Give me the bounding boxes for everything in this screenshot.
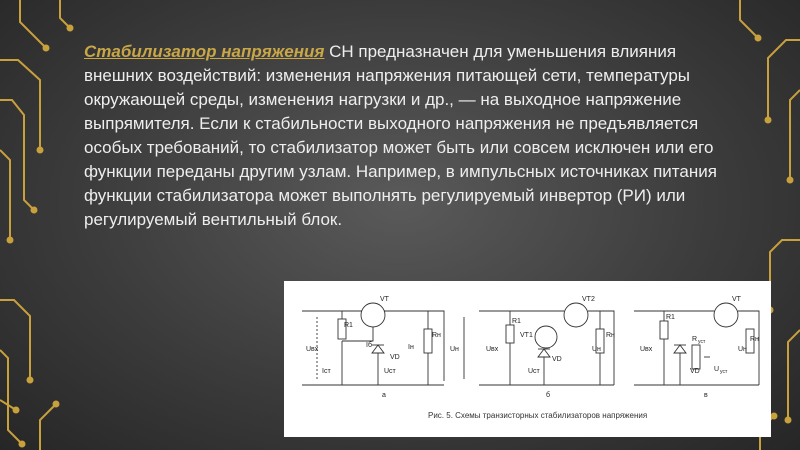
svg-text:Iб: Iб — [366, 342, 372, 349]
svg-text:в: в — [704, 392, 708, 399]
svg-text:Iн: Iн — [408, 344, 414, 351]
svg-text:Uн: Uн — [450, 346, 459, 353]
term-heading: Стабилизатор напряжения — [84, 42, 325, 61]
svg-text:Uст: Uст — [528, 368, 540, 375]
svg-text:Uн: Uн — [592, 346, 601, 353]
svg-text:Uвх: Uвх — [306, 346, 319, 353]
body-text: СН предназначен для уменьшения влияния внешних воздействий: изменения напряжения питающей сети, температуры окружающей среды, изменения нагрузки и др., — на выходное напряжение выпрямителя. Если к стабильности выходного напряжения не предъявляется особых требований, то стабилизатор может быть или совсем исключен или его функции переданы другим узлам. Например, в импульсных источниках питания функции стабилизатора может выполнять регулируемый инвертор (РИ) или регулируемый вентильный блок. — [84, 42, 717, 229]
svg-text:Uвх: Uвх — [640, 346, 653, 353]
svg-text:Rн: Rн — [606, 332, 615, 339]
svg-text:VT2: VT2 — [582, 296, 595, 303]
svg-text:VT1: VT1 — [520, 332, 533, 339]
svg-text:VD: VD — [552, 356, 562, 363]
svg-text:VT: VT — [732, 296, 741, 303]
svg-text:R1: R1 — [666, 314, 675, 321]
svg-text:U: U — [714, 366, 720, 373]
svg-text:R1: R1 — [512, 318, 521, 325]
svg-text:R1: R1 — [344, 322, 353, 329]
svg-text:б: б — [546, 392, 551, 399]
circuit-figure — [284, 281, 771, 437]
svg-text:Rн: Rн — [750, 336, 759, 343]
svg-text:Uст: Uст — [384, 368, 396, 375]
figure-caption: Рис. 5. Схемы транзисторных стабилизаторов напряжения — [428, 411, 648, 420]
svg-text:уст: уст — [698, 339, 706, 345]
svg-text:R: R — [692, 336, 698, 343]
svg-text:Rн: Rн — [432, 332, 441, 339]
svg-text:VT: VT — [380, 296, 389, 303]
svg-text:Uн: Uн — [738, 346, 747, 353]
svg-text:уст: уст — [720, 369, 728, 375]
svg-text:VD: VD — [390, 354, 400, 361]
body-paragraph — [84, 40, 724, 232]
svg-text:a: a — [382, 392, 386, 399]
svg-text:VD: VD — [690, 368, 700, 375]
svg-text:Uвх: Uвх — [486, 346, 499, 353]
svg-text:Iст: Iст — [322, 368, 331, 375]
